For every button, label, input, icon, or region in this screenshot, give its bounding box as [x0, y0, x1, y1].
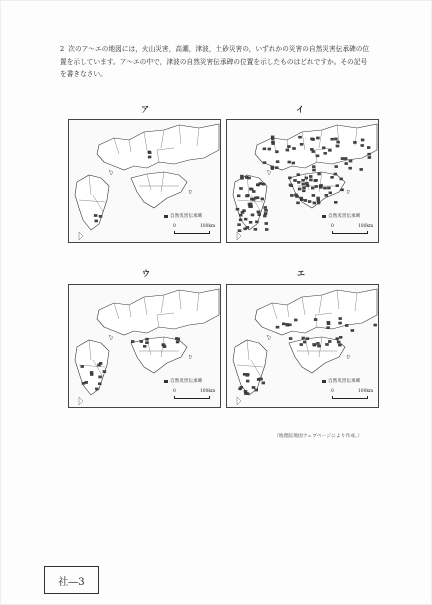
monument-marker [97, 364, 100, 366]
monument-marker [287, 145, 290, 147]
monument-marker [341, 189, 344, 191]
monument-marker [337, 141, 340, 143]
monument-marker [308, 200, 311, 202]
monument-marker [310, 138, 313, 140]
monument-marker [140, 340, 143, 342]
monument-marker [246, 374, 249, 376]
monument-marker [334, 173, 337, 175]
monument-marker [268, 148, 271, 150]
monument-marker [340, 178, 343, 180]
monument-marker [317, 199, 320, 201]
monument-marker [162, 344, 165, 346]
monument-marker [300, 197, 303, 199]
monument-marker [304, 199, 307, 201]
monument-marker [339, 322, 342, 324]
monument-marker [148, 156, 151, 158]
monument-marker [242, 210, 245, 212]
monument-marker [298, 188, 301, 190]
monument-marker [103, 370, 106, 372]
question-number: 2 [60, 45, 65, 53]
monument-marker [331, 176, 334, 178]
source-note: （地理院地図ウェブページにより作成。） [274, 434, 363, 439]
monument-marker [265, 222, 268, 224]
map-i-legend [322, 213, 360, 219]
monument-marker [323, 187, 326, 189]
monument-marker [288, 324, 291, 326]
monument-marker [246, 226, 249, 228]
monument-marker [275, 167, 278, 169]
monument-marker [309, 179, 312, 181]
monument-marker [338, 344, 341, 346]
monument-marker [239, 219, 242, 221]
monument-marker [374, 324, 377, 326]
map-label-a: ア [141, 104, 149, 114]
monument-marker [252, 386, 255, 388]
monument-marker [351, 329, 354, 331]
monument-marker [344, 157, 347, 159]
monument-marker [286, 149, 289, 151]
map-label-u: ウ [142, 268, 150, 278]
scale-bar [174, 396, 210, 399]
monument-marker [255, 221, 258, 223]
monument-marker [263, 148, 266, 150]
monument-marker [131, 340, 134, 342]
monument-marker [297, 174, 300, 176]
monument-marker [361, 144, 364, 146]
monument-marker [325, 343, 328, 345]
monument-marker [313, 343, 316, 345]
monument-marker [294, 194, 297, 196]
monument-marker [263, 162, 266, 164]
monument-marker [293, 179, 296, 181]
monument-marker [263, 215, 266, 217]
monument-marker [345, 324, 348, 326]
monument-marker [239, 214, 242, 216]
scale-zero: 0 [331, 389, 334, 394]
monument-marker [317, 202, 320, 204]
monument-marker [254, 197, 257, 199]
map-a [68, 119, 221, 243]
monument-marker [238, 224, 241, 226]
monument-marker [349, 160, 352, 162]
page-number-box [44, 566, 99, 594]
monument-marker [145, 342, 148, 344]
map-u-legend [164, 378, 202, 384]
monument-marker [246, 393, 249, 395]
monument-marker [250, 205, 253, 207]
map-label-e: エ [297, 268, 305, 278]
monument-marker [95, 220, 98, 222]
monument-marker [336, 185, 339, 187]
monument-marker [98, 383, 101, 385]
monument-marker [294, 319, 297, 321]
monument-marker [336, 145, 339, 147]
monument-marker [312, 166, 315, 168]
scale-zero: 0 [173, 389, 176, 394]
monument-marker [252, 190, 255, 192]
monument-marker [324, 152, 327, 154]
monument-marker [265, 228, 268, 230]
monument-marker [244, 390, 247, 392]
monument-marker [353, 141, 356, 143]
monument-marker [99, 215, 102, 217]
map-e-legend [322, 378, 360, 384]
monument-marker [257, 211, 260, 213]
monument-marker [345, 162, 348, 164]
monument-marker [318, 173, 321, 175]
map-u-legend-text: 自然災害伝承碑 [170, 379, 203, 384]
monument-marker [368, 153, 371, 155]
monument-marker [276, 326, 279, 328]
monument-marker [259, 378, 262, 380]
monument-marker [99, 376, 102, 378]
map-e [226, 284, 379, 408]
monument-marker [288, 161, 291, 163]
scale-zero: 0 [173, 224, 176, 229]
monument-marker [337, 341, 340, 343]
monument-marker [302, 183, 305, 185]
monument-marker [302, 190, 305, 192]
monument-marker [176, 341, 179, 343]
monument-marker [148, 152, 151, 154]
monument-marker [249, 221, 252, 223]
monument-marker [327, 327, 330, 329]
monument-marker [317, 345, 320, 347]
monument-marker [289, 184, 292, 186]
monument-marker [238, 230, 241, 232]
monument-marker [316, 155, 319, 157]
monument-marker [328, 149, 331, 151]
map-e-legend-text: 自然災害伝承碑 [328, 379, 361, 384]
monument-marker [251, 214, 254, 216]
monument-marker [145, 338, 148, 340]
monument-marker [256, 184, 259, 186]
scale-bar [332, 231, 368, 234]
page-number: 社―3 [58, 576, 85, 588]
monument-marker [360, 168, 363, 170]
monument-marker [254, 228, 257, 230]
monument-marker [335, 165, 338, 167]
monument-marker [310, 148, 313, 150]
monument-marker [302, 337, 305, 339]
monument-marker [272, 142, 275, 144]
monument-marker [303, 341, 306, 343]
monument-marker [143, 345, 146, 347]
scale-bar [332, 396, 368, 399]
monument-marker [250, 188, 253, 190]
monument-marker [331, 138, 334, 140]
monument-marker [94, 214, 97, 216]
monument-marker [328, 340, 331, 342]
monument-marker [81, 365, 84, 367]
monument-marker [264, 206, 267, 208]
monument-marker [296, 202, 299, 204]
monument-marker [261, 198, 264, 200]
map-a-markers [69, 120, 220, 242]
monument-marker [306, 185, 309, 187]
monument-marker [248, 203, 251, 205]
monument-marker [327, 187, 330, 189]
legend-square-icon [322, 380, 326, 383]
monument-marker [302, 187, 305, 189]
monument-marker [298, 136, 301, 138]
monument-marker [334, 138, 337, 140]
question-body: 次のア～エの地図には，火山災害，高潮，津波，土砂災害の，いずれかの災害の自然災害伝承碑の位置を示しています。ア～エの中で，津波の自然災害伝承碑の位置を示したものはどれですか。その記号を書きなさい。 [60, 45, 370, 78]
monument-marker [239, 187, 242, 189]
legend-square-icon [164, 215, 168, 218]
monument-marker [315, 185, 318, 187]
monument-marker [322, 147, 325, 149]
monument-marker [82, 382, 85, 384]
monument-marker [289, 337, 292, 339]
monument-marker [271, 167, 274, 169]
monument-marker [262, 183, 265, 185]
monument-marker [240, 175, 243, 177]
monument-marker [312, 194, 315, 196]
monument-marker [297, 181, 300, 183]
monument-marker [309, 175, 312, 177]
monument-marker [306, 338, 309, 340]
monument-marker [236, 208, 239, 210]
map-i [226, 119, 379, 243]
monument-marker [314, 180, 317, 182]
monument-marker [244, 218, 247, 220]
monument-marker [316, 137, 319, 139]
monument-marker [361, 139, 364, 141]
monument-marker [246, 380, 249, 382]
monument-marker [336, 338, 339, 340]
monument-marker [264, 212, 267, 214]
monument-marker [314, 318, 317, 320]
monument-marker [95, 388, 98, 390]
monument-marker [262, 382, 265, 384]
monument-marker [341, 157, 344, 159]
monument-marker [312, 169, 315, 171]
monument-marker [327, 323, 330, 325]
monument-marker [248, 177, 251, 179]
monument-marker [300, 343, 303, 345]
monument-marker [245, 195, 248, 197]
scale-distance: 100km [200, 224, 216, 229]
monument-marker [276, 161, 279, 163]
monument-marker [302, 179, 305, 181]
monument-marker [319, 186, 322, 188]
monument-marker [317, 197, 320, 199]
monument-marker [305, 182, 308, 184]
monument-marker [292, 162, 295, 164]
monument-marker [305, 177, 308, 179]
monument-marker [311, 187, 314, 189]
monument-marker [271, 137, 274, 139]
monument-marker [292, 147, 295, 149]
monument-marker [177, 338, 180, 340]
scale-zero: 0 [331, 224, 334, 229]
monument-marker [258, 213, 261, 215]
monument-marker [255, 389, 258, 391]
monument-marker [368, 156, 371, 158]
scale-distance: 100km [200, 389, 216, 394]
map-a-legend-text: 自然災害伝承碑 [170, 214, 203, 219]
question-text [60, 43, 370, 81]
monument-marker [264, 209, 267, 211]
monument-marker [367, 146, 370, 148]
map-i-markers [227, 120, 378, 242]
monument-marker [290, 194, 293, 196]
monument-marker [325, 194, 328, 196]
monument-marker [316, 342, 319, 344]
monument-marker [339, 317, 342, 319]
monument-marker [90, 371, 93, 373]
monument-marker [349, 167, 352, 169]
monument-marker [312, 150, 315, 152]
monument-marker [334, 201, 337, 203]
monument-marker [282, 323, 285, 325]
monument-marker [300, 143, 303, 145]
map-a-legend [164, 213, 202, 219]
map-u-markers [69, 285, 220, 407]
legend-square-icon [322, 215, 326, 218]
map-i-legend-text: 自然災害伝承碑 [328, 214, 361, 219]
monument-marker [237, 195, 240, 197]
monument-marker [313, 202, 316, 204]
scale-distance: 100km [358, 224, 374, 229]
scale-bar [174, 231, 210, 234]
map-u [68, 284, 221, 408]
scale-distance: 100km [358, 389, 374, 394]
map-label-i: イ [296, 104, 304, 114]
monument-marker [339, 336, 342, 338]
monument-marker [275, 151, 278, 153]
monument-marker [240, 386, 243, 388]
map-e-markers [227, 285, 378, 407]
legend-square-icon [164, 380, 168, 383]
monument-marker [288, 177, 291, 179]
monument-marker [329, 192, 332, 194]
